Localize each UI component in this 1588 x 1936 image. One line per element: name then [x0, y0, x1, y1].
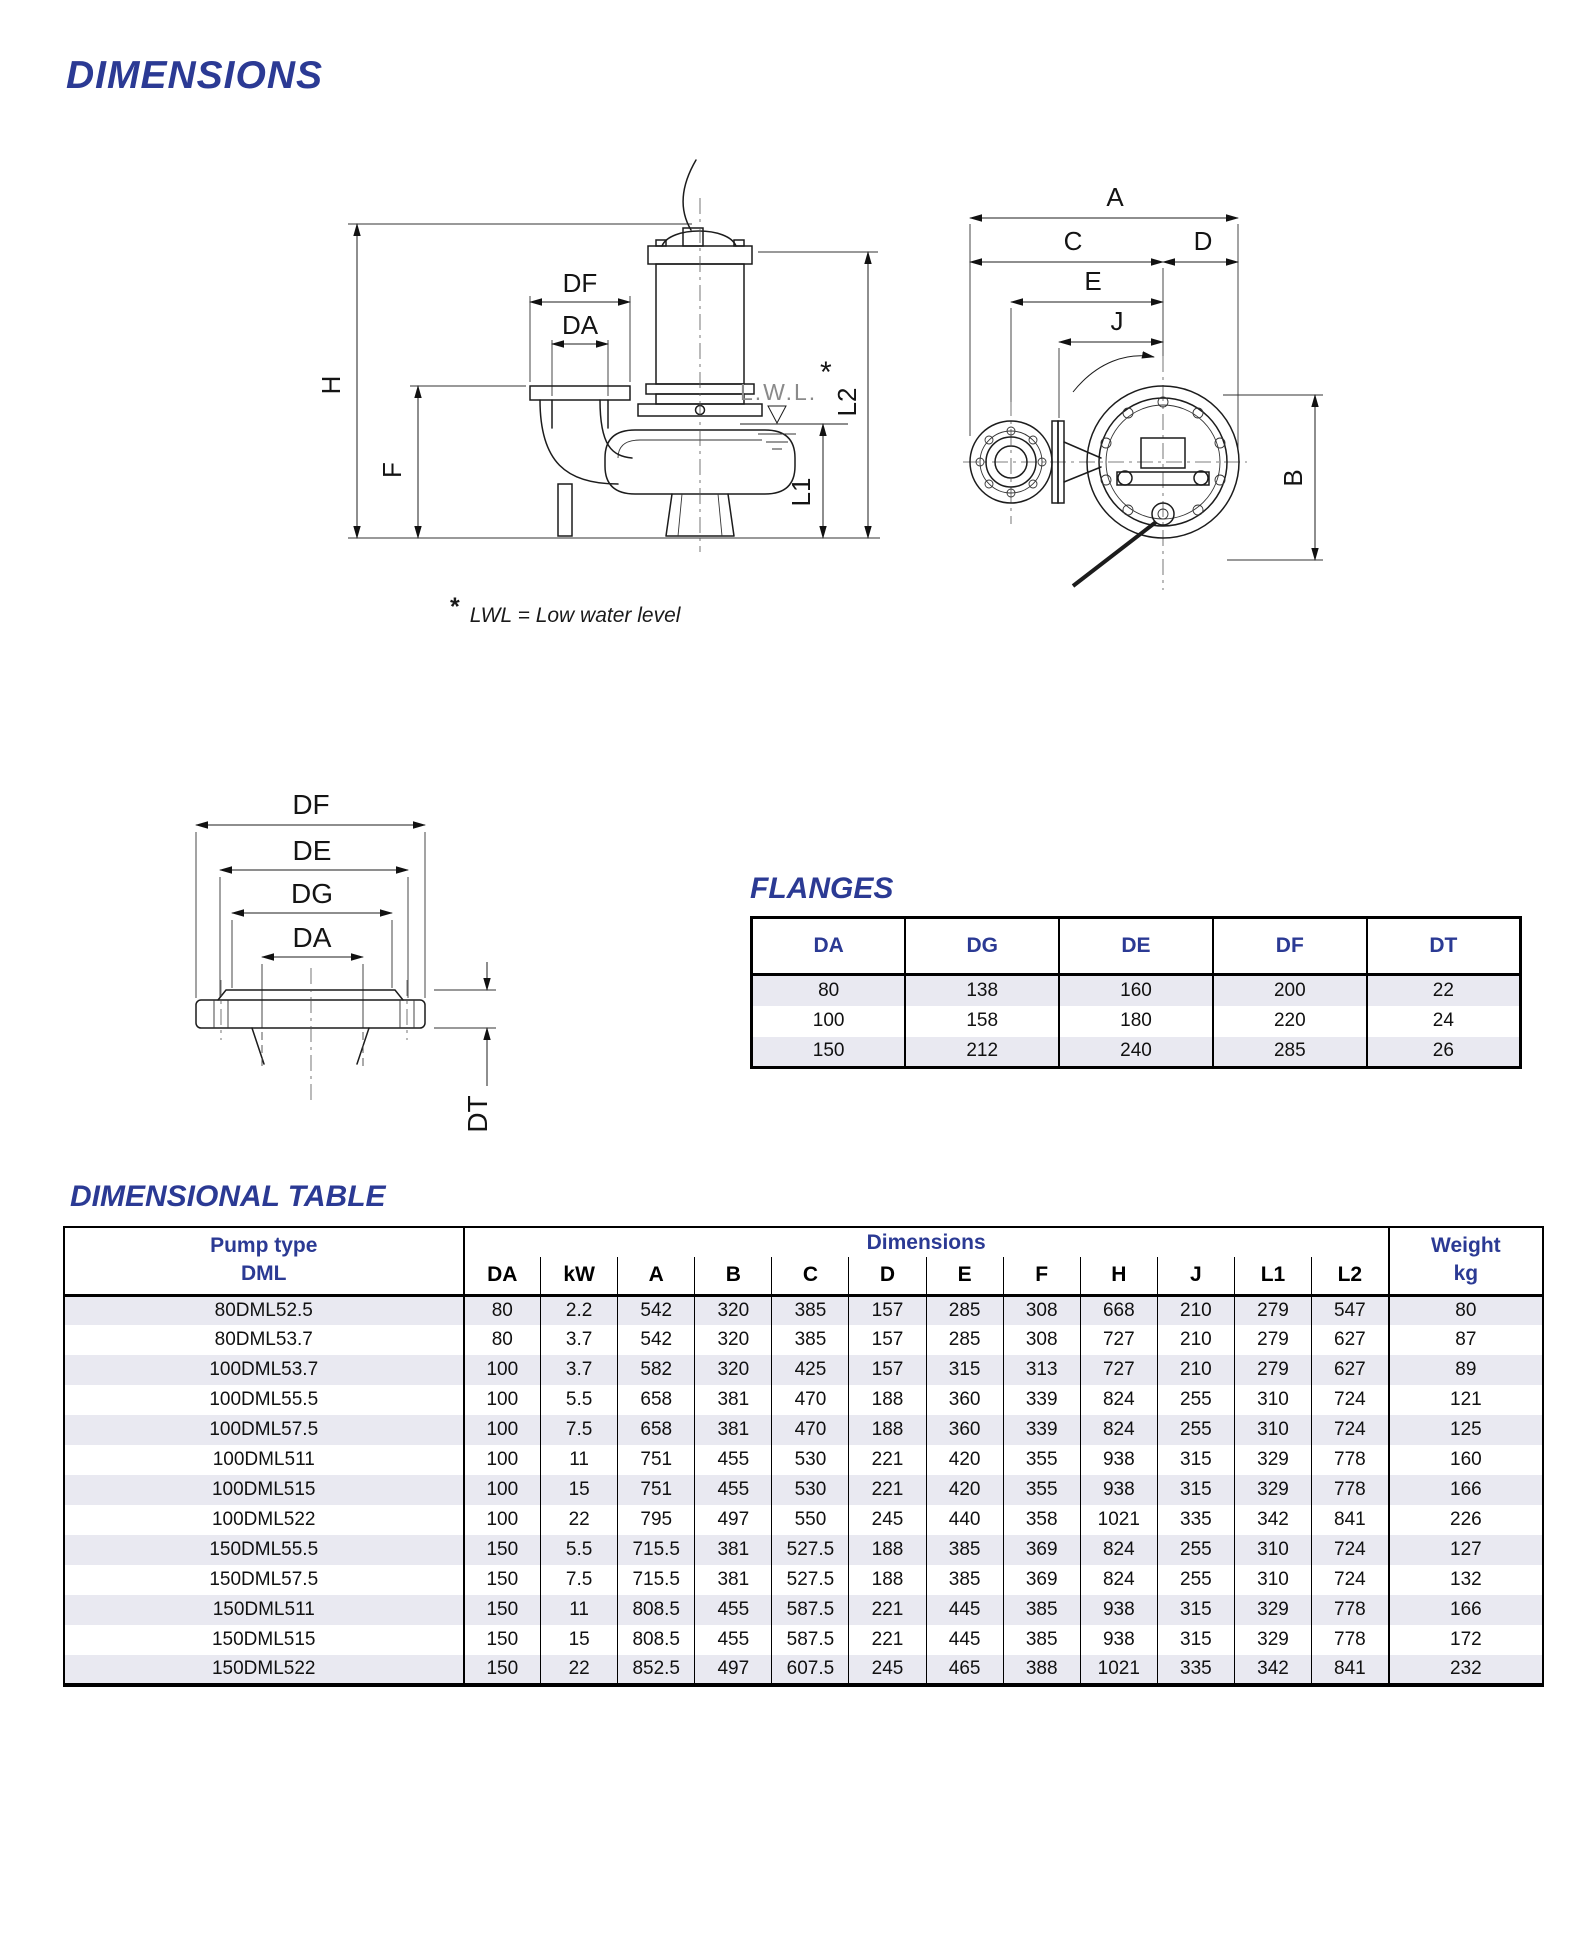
dimensions-header: Dimensions: [866, 1231, 986, 1254]
footnote-text: LWL = Low water level: [469, 604, 681, 627]
dim-cell: 329: [1234, 1475, 1311, 1505]
weight-cell: 121: [1389, 1385, 1543, 1415]
dim-cell: 385: [772, 1295, 849, 1325]
weight-cell: 132: [1389, 1565, 1543, 1595]
dim-cell: 22: [541, 1655, 618, 1685]
dim-flange-de: [220, 835, 408, 998]
dim-cell: 778: [1312, 1475, 1389, 1505]
weight-cell: 80: [1389, 1295, 1543, 1325]
dim-cell: 3.7: [541, 1325, 618, 1355]
weight-cell: 166: [1389, 1475, 1543, 1505]
dim-cell: 668: [1080, 1295, 1157, 1325]
dim-cell: 255: [1157, 1415, 1234, 1445]
dim-row: [64, 1535, 1543, 1565]
dim-label-h: H: [316, 375, 346, 395]
dim-cell: 80: [464, 1325, 541, 1355]
footnote-star: *: [450, 593, 460, 621]
dim-column-header: kW: [541, 1257, 618, 1295]
dim-cell: 329: [1234, 1625, 1311, 1655]
dim-cell: 320: [695, 1355, 772, 1385]
dim-body: [64, 1295, 1543, 1685]
dim-cell: 358: [1003, 1505, 1080, 1535]
pump-side-view-drawing: [300, 140, 900, 610]
dim-cell: 315: [1157, 1475, 1234, 1505]
lwl-label: L.W.L.: [740, 379, 818, 405]
dim-cell: 2.2: [541, 1295, 618, 1325]
pump-type-cell: 150DML511: [212, 1599, 315, 1620]
pump-type-cell: 150DML55.5: [209, 1539, 319, 1560]
dim-cell: 310: [1234, 1415, 1311, 1445]
dim-cell: 308: [1003, 1325, 1080, 1355]
dim-cell: 315: [1157, 1595, 1234, 1625]
dim-cell: 582: [618, 1355, 695, 1385]
rotation-arrow: [1073, 356, 1154, 392]
dim-cell: 188: [849, 1565, 926, 1595]
dim-label-l2: L2: [832, 387, 862, 417]
flanges-row: [752, 1037, 1521, 1068]
dim-cell: 157: [849, 1325, 926, 1355]
dim-cell: 335: [1157, 1655, 1234, 1685]
dim-cell: 385: [1003, 1595, 1080, 1625]
dim-cell: 339: [1003, 1385, 1080, 1415]
dim-label-j: J: [1110, 306, 1124, 336]
dim-cell: 210: [1157, 1325, 1234, 1355]
flanges-cell: 26: [1367, 1037, 1521, 1068]
flanges-column-header: DT: [1367, 918, 1521, 975]
dim-cell: 455: [695, 1475, 772, 1505]
weight-unit-label: kg: [1453, 1261, 1479, 1285]
pump-type-cell: 100DML522: [211, 1509, 316, 1530]
flanges-cell: 100: [812, 1010, 845, 1031]
pump-type-header: [64, 1227, 464, 1295]
dim-cell: 550: [772, 1505, 849, 1535]
dim-cell: 527.5: [772, 1535, 849, 1565]
flange-label-dt: DT: [462, 1095, 493, 1133]
flanges-row: [752, 1006, 1521, 1037]
dim-cell: 210: [1157, 1355, 1234, 1385]
dim-cell: 824: [1080, 1565, 1157, 1595]
dim-cell: 150: [464, 1625, 541, 1655]
pump-type-cell: 80DML52.5: [214, 1299, 313, 1321]
pump-type-cell: 100DML55.5: [209, 1389, 319, 1410]
dim-cell: 360: [926, 1385, 1003, 1415]
dim-cell: 315: [926, 1355, 1003, 1385]
dim-cell: 315: [1157, 1625, 1234, 1655]
pump-top-body: [963, 356, 1247, 590]
dim-cell: 15: [541, 1625, 618, 1655]
dim-cell: 530: [772, 1475, 849, 1505]
dim-cell: 335: [1157, 1505, 1234, 1535]
dim-cell: 425: [772, 1355, 849, 1385]
dim-cell: 310: [1234, 1565, 1311, 1595]
dim-cell: 1021: [1080, 1505, 1157, 1535]
dim-label-d: D: [1193, 226, 1213, 256]
weight-cell: 232: [1389, 1655, 1543, 1685]
dim-cell: 381: [695, 1385, 772, 1415]
dim-cell: 724: [1312, 1385, 1389, 1415]
dim-cell: 315: [1157, 1445, 1234, 1475]
dim-cell: 778: [1312, 1445, 1389, 1475]
dim-cell: 369: [1003, 1535, 1080, 1565]
dim-row: [64, 1505, 1543, 1535]
lwl-footnote: [450, 593, 681, 629]
dim-cell: 221: [849, 1475, 926, 1505]
dimensional-table-heading: DIMENSIONAL TABLE: [70, 1180, 386, 1213]
dim-c: [970, 226, 1163, 262]
dim-cell: 210: [1157, 1295, 1234, 1325]
dim-cell: 420: [926, 1445, 1003, 1475]
flange-detail-drawing: [140, 772, 560, 1142]
dim-f: [377, 386, 526, 538]
dim-cell: 547: [1312, 1295, 1389, 1325]
dim-cell: 445: [926, 1595, 1003, 1625]
flanges-cell: 240: [1059, 1037, 1213, 1068]
dim-cell: 245: [849, 1505, 926, 1535]
dim-cell: 279: [1234, 1355, 1311, 1385]
flanges-row: [752, 975, 1521, 1006]
dim-cell: 607.5: [772, 1655, 849, 1685]
dim-cell: 465: [926, 1655, 1003, 1685]
dim-column-header: L1: [1234, 1257, 1311, 1295]
pump-type-cell: 150DML57.5: [209, 1569, 319, 1590]
dim-row: [64, 1355, 1543, 1385]
flanges-cell: 158: [905, 1006, 1059, 1037]
dim-column-header: C: [772, 1257, 849, 1295]
weight-header: [1389, 1227, 1543, 1295]
dim-column-header: L2: [1312, 1257, 1389, 1295]
dim-cell: 824: [1080, 1535, 1157, 1565]
flanges-table: [750, 916, 1522, 1069]
dim-cell: 420: [926, 1475, 1003, 1505]
flanges-heading: FLANGES: [750, 872, 894, 905]
dim-cell: 841: [1312, 1655, 1389, 1685]
dim-cell: 5.5: [541, 1535, 618, 1565]
dim-cell: 221: [849, 1445, 926, 1475]
dim-cell: 3.7: [541, 1355, 618, 1385]
flanges-cell: 24: [1367, 1006, 1521, 1037]
flanges-column-header: DE: [1059, 918, 1213, 975]
dim-cell: 100: [464, 1385, 541, 1415]
dim-cell: 100: [464, 1415, 541, 1445]
dim-row: [64, 1475, 1543, 1505]
dim-cell: 15: [541, 1475, 618, 1505]
dim-cell: 724: [1312, 1415, 1389, 1445]
dim-cell: 100: [464, 1505, 541, 1535]
flanges-cell: 200: [1213, 975, 1367, 1006]
dim-cell: 627: [1312, 1325, 1389, 1355]
flanges-cell: 220: [1213, 1006, 1367, 1037]
dim-cell: 542: [618, 1295, 695, 1325]
dim-cell: 381: [695, 1565, 772, 1595]
dim-row: [64, 1625, 1543, 1655]
dim-cell: 715.5: [618, 1535, 695, 1565]
dim-label-f: F: [377, 462, 407, 478]
dim-h: [316, 224, 692, 538]
dim-cell: 320: [695, 1295, 772, 1325]
flanges-cell: 80: [818, 979, 840, 1001]
dim-cell: 751: [618, 1475, 695, 1505]
dim-cell: 727: [1080, 1325, 1157, 1355]
flanges-cell: 22: [1367, 975, 1521, 1006]
dim-cell: 157: [849, 1295, 926, 1325]
weight-cell: 89: [1389, 1355, 1543, 1385]
weight-cell: 160: [1389, 1445, 1543, 1475]
dim-cell: 470: [772, 1385, 849, 1415]
pump-type-cell: 150DML515: [211, 1629, 316, 1650]
dim-cell: 188: [849, 1415, 926, 1445]
weight-cell: 125: [1389, 1415, 1543, 1445]
dim-cell: 542: [618, 1325, 695, 1355]
dim-flange-da: [262, 922, 363, 1028]
dim-a: [970, 182, 1238, 450]
dim-row: [64, 1295, 1543, 1325]
dim-cell: 157: [849, 1355, 926, 1385]
dim-cell: 188: [849, 1535, 926, 1565]
dim-cell: 100: [464, 1445, 541, 1475]
dim-cell: 329: [1234, 1595, 1311, 1625]
flanges-cell: 285: [1213, 1037, 1367, 1068]
dim-j: [1059, 268, 1163, 418]
dim-d: [1163, 226, 1238, 262]
dim-e: [1011, 266, 1163, 402]
dim-cell: 385: [926, 1535, 1003, 1565]
dim-cell: 385: [772, 1325, 849, 1355]
dim-cell: 80: [464, 1295, 541, 1325]
dim-cell: 627: [1312, 1355, 1389, 1385]
dim-column-header: A: [618, 1257, 695, 1295]
dim-da: [552, 310, 608, 396]
dim-cell: 1021: [1080, 1655, 1157, 1685]
dim-cell: 527.5: [772, 1565, 849, 1595]
dim-label-c: C: [1063, 226, 1083, 256]
pump-top-view-drawing: [955, 140, 1355, 590]
dim-cell: 455: [695, 1625, 772, 1655]
pump-type-cell: 80DML53.7: [214, 1329, 313, 1350]
dim-label-df: DF: [562, 268, 598, 298]
flanges-cell: 150: [812, 1040, 845, 1062]
dim-cell: 385: [1003, 1625, 1080, 1655]
dim-cell: 497: [695, 1655, 772, 1685]
dim-cell: 808.5: [618, 1595, 695, 1625]
weight-label: Weight: [1431, 1233, 1501, 1257]
flanges-cell: 180: [1059, 1006, 1213, 1037]
dim-cell: 7.5: [541, 1565, 618, 1595]
dim-cell: 440: [926, 1505, 1003, 1535]
pump-type-cell: 100DML57.5: [209, 1419, 319, 1440]
dim-cell: 5.5: [541, 1385, 618, 1415]
dim-cell: 824: [1080, 1415, 1157, 1445]
pump-type-cell: 100DML511: [212, 1449, 315, 1470]
dim-cell: 310: [1234, 1385, 1311, 1415]
dim-label-l1: L1: [786, 477, 816, 507]
dim-cell: 751: [618, 1445, 695, 1475]
dim-cell: 22: [541, 1505, 618, 1535]
dim-cell: 841: [1312, 1505, 1389, 1535]
pump-type-cell: 100DML515: [211, 1479, 316, 1500]
dim-cell: 360: [926, 1415, 1003, 1445]
dim-cell: 339: [1003, 1415, 1080, 1445]
flanges-cell: 160: [1059, 975, 1213, 1006]
dim-cell: 795: [618, 1505, 695, 1535]
page-title: DIMENSIONS: [66, 54, 324, 97]
pump-type-label: Pump type: [210, 1233, 318, 1257]
dimensional-table: [63, 1226, 1544, 1687]
dim-cell: 852.5: [618, 1655, 695, 1685]
dim-cell: 497: [695, 1505, 772, 1535]
dim-cell: 221: [849, 1595, 926, 1625]
dim-cell: 808.5: [618, 1625, 695, 1655]
dim-cell: 320: [695, 1325, 772, 1355]
dim-cell: 381: [695, 1415, 772, 1445]
dim-cell: 715.5: [618, 1565, 695, 1595]
dim-column-header: E: [926, 1257, 1003, 1295]
dim-cell: 310: [1234, 1535, 1311, 1565]
dim-row: [64, 1595, 1543, 1625]
weight-cell: 127: [1389, 1535, 1543, 1565]
dim-cell: 279: [1234, 1325, 1311, 1355]
dim-cell: 587.5: [772, 1625, 849, 1655]
dim-cell: 285: [926, 1295, 1003, 1325]
dim-cell: 388: [1003, 1655, 1080, 1685]
lwl-star: *: [820, 356, 832, 389]
flange-label-dg: DG: [291, 878, 333, 909]
flange-label-de: DE: [292, 835, 332, 866]
dim-cell: 587.5: [772, 1595, 849, 1625]
dim-column-header: D: [849, 1257, 926, 1295]
flanges-column-header: DF: [1213, 918, 1367, 975]
dim-cell: 658: [618, 1385, 695, 1415]
dim-cell: 255: [1157, 1535, 1234, 1565]
flanges-cell: 138: [905, 975, 1059, 1006]
dim-cell: 11: [541, 1595, 618, 1625]
dim-cell: 313: [1003, 1355, 1080, 1385]
dim-cell: 658: [618, 1415, 695, 1445]
dim-cell: 938: [1080, 1445, 1157, 1475]
dim-cell: 150: [464, 1595, 541, 1625]
dim-row: [64, 1415, 1543, 1445]
weight-cell: 172: [1389, 1625, 1543, 1655]
weight-cell: 166: [1389, 1595, 1543, 1625]
dim-cell: 150: [464, 1655, 541, 1685]
pump-type-cell: 150DML522: [211, 1658, 316, 1679]
dim-cell: 11: [541, 1445, 618, 1475]
flange-section: [196, 968, 425, 1102]
dim-row: [64, 1385, 1543, 1415]
dim-row: [64, 1565, 1543, 1595]
dim-label-da: DA: [561, 310, 599, 340]
dim-column-header: B: [695, 1257, 772, 1295]
dim-cell: 369: [1003, 1565, 1080, 1595]
flanges-column-header: DA: [752, 918, 906, 975]
dim-cell: 530: [772, 1445, 849, 1475]
flanges-column-header: DG: [905, 918, 1059, 975]
flanges-body: [752, 975, 1521, 1068]
dim-cell: 255: [1157, 1565, 1234, 1595]
dim-cell: 355: [1003, 1475, 1080, 1505]
dim-row: [64, 1655, 1543, 1685]
dim-cell: 308: [1003, 1295, 1080, 1325]
dim-cell: 938: [1080, 1625, 1157, 1655]
dim-cell: 285: [926, 1325, 1003, 1355]
dim-cell: 355: [1003, 1445, 1080, 1475]
dim-label-b: B: [1278, 469, 1308, 487]
dim-cell: 938: [1080, 1475, 1157, 1505]
dim-cell: 150: [464, 1535, 541, 1565]
dim-cell: 100: [464, 1475, 541, 1505]
dim-row: [64, 1325, 1543, 1355]
dim-header-row-1: [64, 1227, 1543, 1257]
weight-cell: 226: [1389, 1505, 1543, 1535]
dim-row: [64, 1445, 1543, 1475]
flanges-cell: 212: [905, 1037, 1059, 1068]
dim-cell: 724: [1312, 1565, 1389, 1595]
pump-series-label: DML: [241, 1261, 287, 1285]
weight-cell: 87: [1389, 1325, 1543, 1355]
dim-cell: 7.5: [541, 1415, 618, 1445]
flanges-header-row: [752, 918, 1521, 975]
dim-cell: 188: [849, 1385, 926, 1415]
dim-cell: 470: [772, 1415, 849, 1445]
dim-cell: 938: [1080, 1595, 1157, 1625]
dim-cell: 778: [1312, 1595, 1389, 1625]
dim-label-a: A: [1106, 182, 1124, 212]
pump-body: [530, 160, 795, 552]
dim-cell: 100: [464, 1355, 541, 1385]
dim-label-e: E: [1084, 266, 1102, 296]
dim-cell: 329: [1234, 1445, 1311, 1475]
dim-cell: 279: [1234, 1295, 1311, 1325]
dim-cell: 342: [1234, 1655, 1311, 1685]
dim-flange-dt: [434, 962, 496, 1133]
dim-cell: 778: [1312, 1625, 1389, 1655]
flange-label-da: DA: [292, 922, 332, 953]
dim-cell: 455: [695, 1445, 772, 1475]
dim-cell: 445: [926, 1625, 1003, 1655]
dim-column-header: DA: [464, 1257, 541, 1295]
dim-cell: 342: [1234, 1505, 1311, 1535]
dim-cell: 381: [695, 1535, 772, 1565]
dim-cell: 727: [1080, 1355, 1157, 1385]
dim-column-header: J: [1157, 1257, 1234, 1295]
dim-column-header: H: [1080, 1257, 1157, 1295]
dim-cell: 255: [1157, 1385, 1234, 1415]
dim-cell: 824: [1080, 1385, 1157, 1415]
dim-column-header: F: [1003, 1257, 1080, 1295]
dim-cell: 455: [695, 1595, 772, 1625]
dim-cell: 724: [1312, 1535, 1389, 1565]
flange-label-df: DF: [292, 789, 330, 820]
dim-cell: 385: [926, 1565, 1003, 1595]
dim-cell: 245: [849, 1655, 926, 1685]
dim-cell: 221: [849, 1625, 926, 1655]
dim-cell: 150: [464, 1565, 541, 1595]
pump-type-cell: 100DML53.7: [209, 1359, 319, 1380]
